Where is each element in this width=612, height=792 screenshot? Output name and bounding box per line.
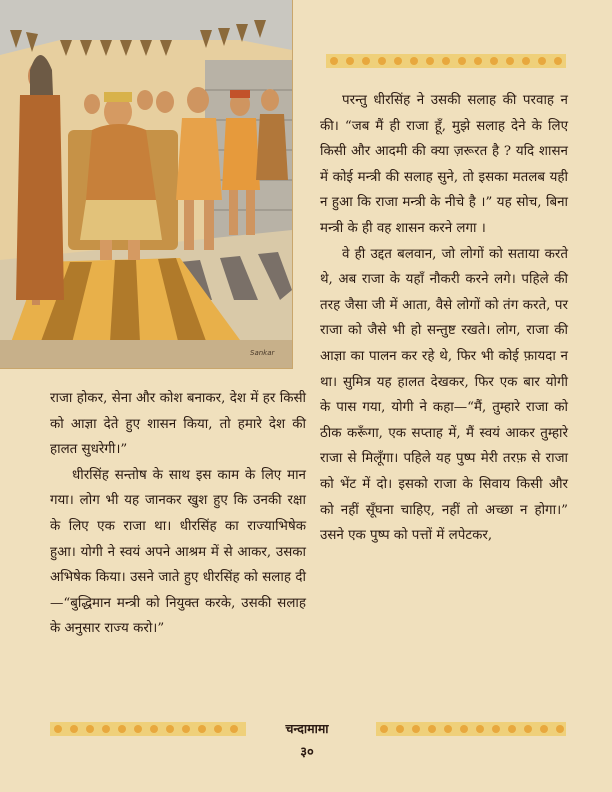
left-text-column xyxy=(50,386,306,642)
page-number: ३० xyxy=(300,745,314,760)
right-text-column xyxy=(320,88,568,549)
ornament-border-bottom-left xyxy=(50,722,246,736)
paragraph: राजा होकर, सेना और कोश बनाकर, देश में हर किसी को आज्ञा देते हुए शासन किया, तो हमारे देश की हालत सुधरेगी।” xyxy=(50,391,306,458)
court-scene-illustration xyxy=(0,0,293,369)
paragraph: धीरसिंह सन्तोष के साथ इस काम के लिए मान गया। लोग भी यह जानकर खुश हुए कि उनकी रक्षा के लिए एक राजा था। धीरसिंह का राज्याभिषेक हुआ। योगी ने स्वयं अपने आश्रम में से आकर, उसका अभिषेक किया। उसने जाते हुए धीरसिंह को सलाह दी—“बुद्धिमान मन्त्री को नियुक्त करके, उसकी सलाह के अनुसार राज्य करो।” xyxy=(50,467,306,637)
paragraph: परन्तु धीरसिंह ने उसकी सलाह की परवाह न की। “जब मैं ही राजा हूँ, मुझे सलाह देने के लिए किसी और आदमी की क्या ज़रूरत है ? यदि शासन में कोई मन्त्री की सलाह सुने, तो इसका मतलब यही न हुआ कि राजा मन्त्री के नीचे है ।” यह सोच, बिना मन्त्री के ही वह शासन करने लगा । xyxy=(320,93,568,236)
magazine-title: चन्दामामा xyxy=(285,721,329,736)
paragraph: वे ही उद्दत बलवान, जो लोगों को सताया करते थे, अब राजा के यहाँ नौकरी करने लगे। पहिले की तरह जैसा जी में आता, वैसे लोगों को तंग करते, पर राजा को जैसे भी हो सन्तुष्ट रखते। लोग, राजा की आज्ञा का पालन कर रहे थे, फिर भी कोई फ़ायदा न था। सुमित्र यह हालत देखकर, फिर एक बार योगी के पास गया, योगी ने कहा—“मैं, तुम्हारे राजा को ठीक करूँगा, एक सप्ताह में, मैं स्वयं आकर तुम्हारे राजा से मिलूँगा। पहिले यह पुष्प मेरी तरफ़ से राजा को भेंट में दो। इसको राजा के सिवाय किसी और को नहीं सूँघना चाहिए, नहीं तो अच्छा न होगा।” उसने एक पुष्प को पत्तों में लपेटकर, xyxy=(320,246,568,544)
ornament-border-bottom-right xyxy=(376,722,566,736)
svg-text:Sankar: Sankar xyxy=(250,349,275,357)
ornament-border-top xyxy=(326,54,566,68)
